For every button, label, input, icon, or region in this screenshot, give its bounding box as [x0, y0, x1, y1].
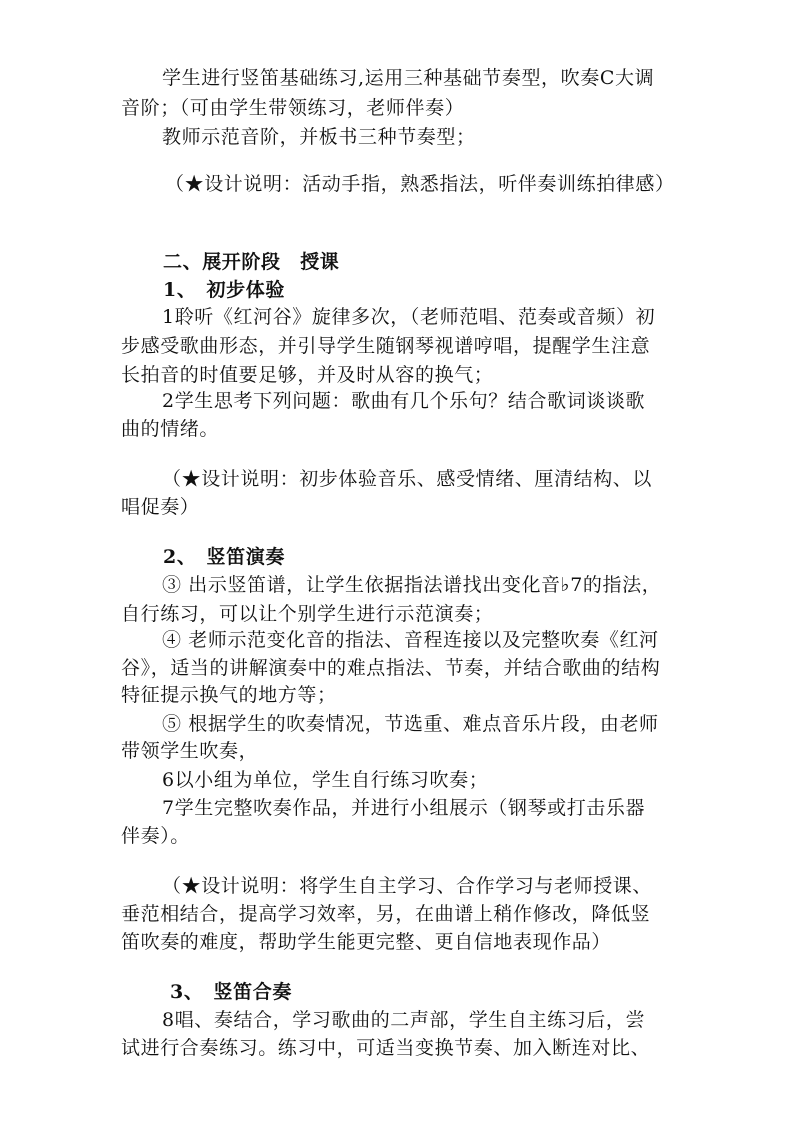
paragraph-line: ③ 出示竖笛谱，让学生依据指法谱找出变化音♭7的指法， [162, 574, 662, 596]
paragraph-line: ④ 老师示范变化音的指法、音程连接以及完整吹奏《红河 [162, 629, 659, 651]
paragraph-line: 学生进行竖笛基础练习,运用三种基础节奏型，吹奏C大调 [162, 67, 655, 89]
paragraph-line: 教师示范音阶，并板书三种节奏型； [162, 126, 476, 148]
paragraph-line: 8唱、奏结合，学习歌曲的二声部，学生自主练习后，尝 [162, 1009, 646, 1031]
paragraph-line: 带领学生吹奏， [121, 740, 259, 762]
paragraph-line: 谷》，适当的讲解演奏中的难点指法、节奏，并结合歌曲的结构 [121, 657, 661, 679]
subsection-heading: 3、 竖笛合奏 [170, 981, 292, 1003]
subsection-heading: 1、 初步体验 [163, 279, 285, 301]
paragraph-line: 音阶；（可由学生带领练习，老师伴奏） [121, 97, 465, 119]
design-note: 唱促奏） [121, 496, 200, 518]
paragraph-line: 步感受歌曲形态，并引导学生随钢琴视谱哼唱，提醒学生注意 [121, 335, 651, 357]
paragraph-line: 伴奏）。 [121, 825, 190, 847]
design-note: （★设计说明：将学生自主学习、合作学习与老师授课、 [162, 875, 653, 897]
design-note: 垂范相结合，提高学习效率，另，在曲谱上稍作修改，降低竖 [121, 903, 651, 925]
paragraph-line: 6以小组为单位，学生自行练习吹奏； [162, 769, 489, 791]
paragraph-line: 试进行合奏练习。练习中，可适当变换节奏、加入断连对比、 [121, 1037, 651, 1059]
design-note: （★设计说明：活动手指，熟悉指法，听伴奏训练拍律感） [165, 173, 675, 195]
section-heading: 二、展开阶段 授课 [163, 251, 340, 273]
design-note: 笛吹奏的难度，帮助学生能更完整、更自信地表现作品） [121, 931, 612, 953]
paragraph-line: ⑤ 根据学生的吹奏情况，节选重、难点音乐片段，由老师 [162, 713, 659, 735]
paragraph-line: 长拍音的时值要足够，并及时从容的换气； [121, 364, 494, 386]
design-note: （★设计说明：初步体验音乐、感受情绪、厘清结构、以 [162, 468, 653, 490]
paragraph-line: 特征提示换气的地方等； [121, 684, 337, 706]
paragraph-line: 2学生思考下列问题：歌曲有几个乐句？结合歌词谈谈歌 [162, 390, 646, 412]
subsection-heading: 2、 竖笛演奏 [163, 546, 285, 568]
paragraph-line: 1聆听《红河谷》旋律多次，（老师范唱、范奏或音频）初 [162, 306, 656, 328]
paragraph-line: 7学生完整吹奏作品，并进行小组展示（钢琴或打击乐器 [162, 797, 646, 819]
paragraph-line: 曲的情绪。 [121, 418, 220, 440]
paragraph-line: 自行练习，可以让个别学生进行示范演奏； [121, 603, 494, 625]
